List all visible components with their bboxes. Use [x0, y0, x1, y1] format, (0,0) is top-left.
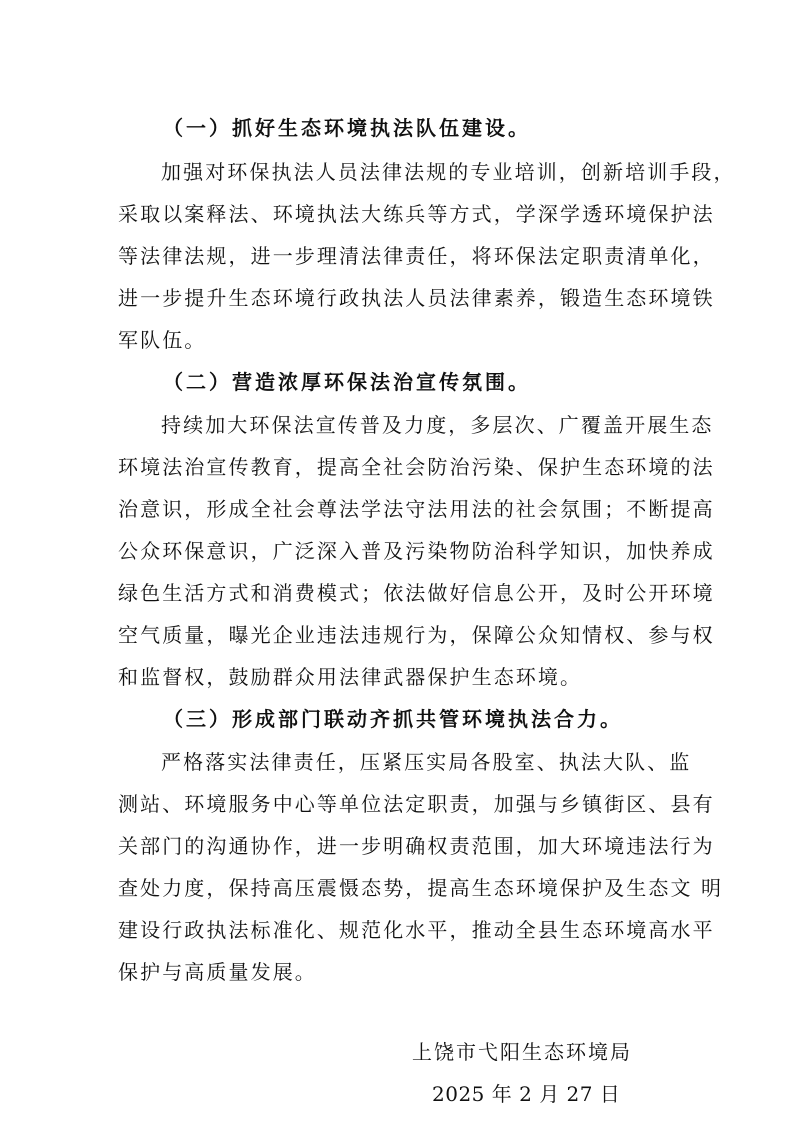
paragraph-line: 绿色生活方式和消费模式；依法做好信息公开，及时公开环境: [118, 581, 715, 605]
paragraph-line: 进一步提升生态环境行政执法人员法律素养，锻造生态环境铁: [118, 286, 715, 310]
paragraph-line: 严格落实法律责任，压紧压实局各股室、执法大队、监: [161, 750, 692, 774]
paragraph-line: 查处力度，保持高压震慑态势，提高生态环境保护及生态文 明: [118, 876, 724, 900]
paragraph-line: 建设行政执法标准化、规范化水平，推动全县生态环境高水平: [118, 918, 715, 942]
paragraph-line: 关部门的沟通协作，进一步明确权责范围，加大环境违法行为: [118, 834, 715, 858]
paragraph-line: 保护与高质量发展。: [118, 960, 317, 984]
section-heading-3: （三）形成部门联动齐抓共管环境执法合力。: [163, 707, 623, 731]
paragraph-line: 治意识，形成全社会尊法学法守法用法的社会氛围；不断提高: [118, 497, 715, 521]
paragraph-line: 公众环保意识，广泛深入普及污染物防治科学知识，加快养成: [118, 539, 715, 563]
paragraph-line: 等法律法规，进一步理清法律责任，将环保法定职责清单化，: [118, 244, 715, 268]
signature-organization: 上饶市弋阳生态环境局: [412, 1040, 632, 1064]
paragraph-line: 加强对环保执法人员法律法规的专业培训，创新培训手段，: [161, 160, 736, 184]
section-heading-1: （一）抓好生态环境执法队伍建设。: [163, 116, 531, 140]
paragraph-line: 测站、环境服务中心等单位法定职责，加强与乡镇街区、县有: [118, 792, 715, 816]
paragraph-line: 持续加大环保法宣传普及力度，多层次、广覆盖开展生态: [161, 413, 714, 437]
signature-date: 2025 年 2 月 27 日: [432, 1082, 621, 1106]
paragraph-line: 空气质量，曝光企业违法违规行为，保障公众知情权、参与权: [118, 623, 715, 647]
paragraph-line: 军队伍。: [118, 328, 207, 352]
paragraph-line: 和监督权，鼓励群众用法律武器保护生态环境。: [118, 665, 583, 689]
paragraph-line: 环境法治宣传教育，提高全社会防治污染、保护生态环境的法: [118, 455, 715, 479]
section-heading-2: （二）营造浓厚环保法治宣传氛围。: [163, 370, 531, 394]
paragraph-line: 采取以案释法、环境执法大练兵等方式，学深学透环境保护法: [118, 202, 715, 226]
